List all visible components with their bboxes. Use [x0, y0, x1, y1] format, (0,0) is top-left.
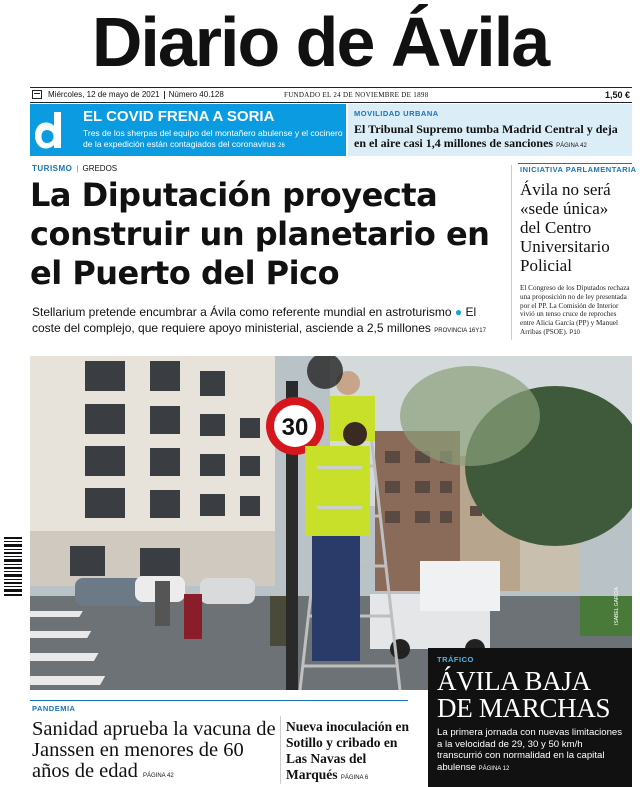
promo-movilidad-text: El Tribunal Supremo tumba Madrid Central y deja en el aire casi 1,4 millones de sanciones PÁGINA 42 [354, 122, 618, 150]
sidebar-rule [518, 163, 632, 164]
promo-movilidad[interactable] [348, 104, 632, 156]
sidebar-headline[interactable]: Ávila no será «sede única» del Centro Universitario Policial [520, 180, 611, 275]
sotillo-headline[interactable]: Nueva inoculación en Sotillo y cribado en Las Navas del Marqués PÁGINA 6 [286, 719, 410, 782]
trafico-box[interactable] [428, 648, 632, 787]
promo-movilidad-kicker: MOVILIDAD URBANA [354, 109, 439, 118]
bottom-divider [280, 716, 281, 784]
lead-headline[interactable]: La Diputación proyecta construir un planetario en el Puerto del Pico [30, 176, 490, 292]
sidebar-kicker: INICIATIVA PARLAMENTARIA [520, 165, 637, 174]
pandemia-headline[interactable]: Sanidad aprueba la vacuna de Janssen en menores de 60 años de edad PÁGINA 42 [32, 718, 276, 782]
lead-section: TURISMO | GREDOS [32, 164, 118, 173]
bullet-dot-icon: ● [454, 305, 463, 319]
pandemia-kicker: PANDEMIA [32, 704, 76, 713]
trafico-kicker: TRÁFICO [437, 655, 474, 664]
promo-covid-page: 26 [278, 143, 285, 149]
masthead: Diario de Ávila [91, 3, 549, 81]
photo-credit: ISABEL GARCÍA [614, 587, 620, 625]
dateline [30, 87, 632, 103]
price: 1,50 € [604, 90, 630, 100]
trafico-text: La primera jornada con nuevas limitaciones a la velocidad de 29, 30 y 50 km/h transcurrió con normalidad en la capital abulense PÁGINA 12 [437, 727, 623, 773]
sidebar-body: El Congreso de los Diputados rechaza una proposición no de ley presentada por el PP. La Comisión de Interior vivió un tenso cruce de reproches entre Alicia García (PP) y Manuel Arribas (PSOE). P10 [520, 284, 630, 336]
lead-photo [30, 356, 632, 690]
trafico-headline: ÁVILA BAJA DE MARCHAS [437, 666, 611, 723]
lead-dek: Stellarium pretende encumbrar a Ávila como referente mundial en astroturismo ● El coste del complejo, que requiere apoyo ministerial, asciende a 2,5 millones PROVINCIA 16Y17 [32, 305, 486, 335]
calendar-icon [32, 90, 42, 99]
founded-line: FUNDADO EL 24 DE NOVIEMBRE DE 1898 [284, 91, 429, 99]
speed-sign-value: 30 [281, 414, 309, 441]
pandemia-rule [30, 700, 408, 701]
promo-covid-title: EL COVID FRENA A SORIA [83, 108, 275, 125]
lead-page: PROVINCIA 16Y17 [434, 328, 486, 334]
promo-movilidad-page: PÁGINA 42 [556, 143, 587, 149]
issue-date: Miércoles, 12 de mayo de 2021 [48, 90, 160, 99]
column-divider [511, 165, 512, 340]
promo-covid[interactable] [30, 104, 346, 156]
barcode-icon [2, 535, 24, 599]
promo-covid-text: Tres de los sherpas del equipo del montañero abulense y el cocinero de la expedición están contagiados del coronavirus 26 [83, 128, 343, 149]
diario-d-logo-icon [30, 104, 76, 156]
issue-number: Número 40.128 [168, 90, 224, 99]
